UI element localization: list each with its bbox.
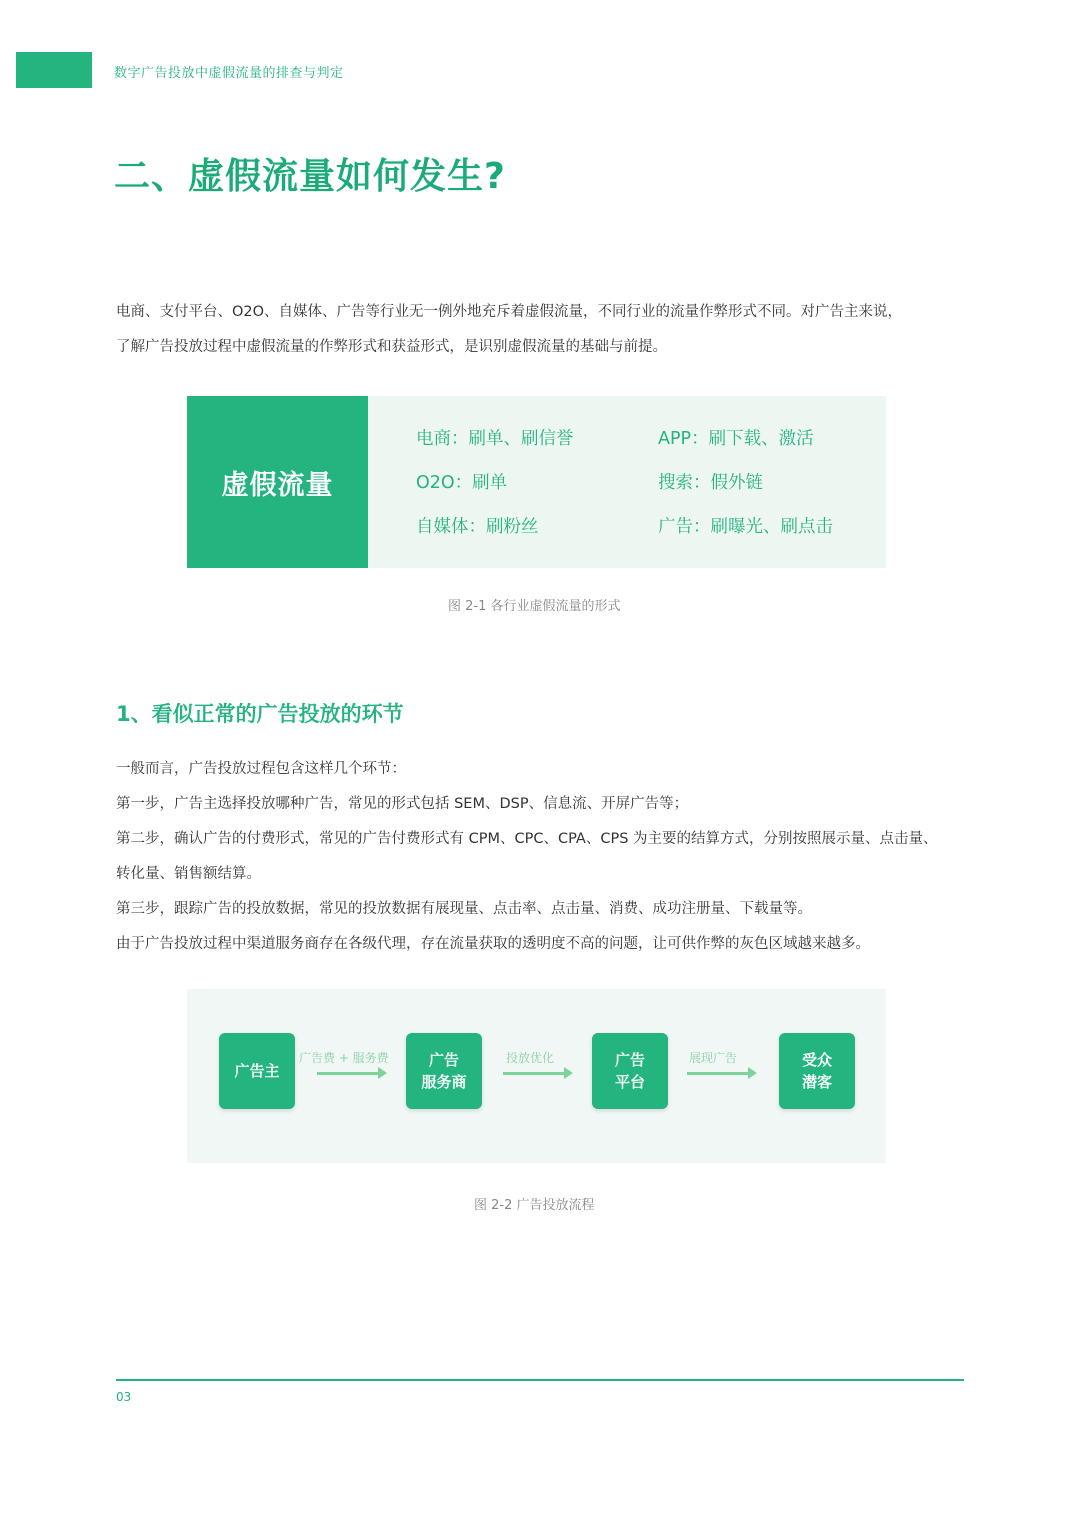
industry-form-item: APP：刷下载、激活 — [658, 429, 814, 449]
flow-node-service-provider — [406, 1033, 482, 1109]
intro-line: 电商、支付平台、O2O、自媒体、广告等行业无一例外地充斥着虚假流量，不同行业的流量作弊形式不同。对广告主来说， — [116, 304, 903, 320]
body-line: 由于广告投放过程中渠道服务商存在各级代理，存在流量获取的透明度不高的问题，让可供作弊的灰色区域越来越多。 — [116, 936, 870, 952]
node-label: 服务商 — [421, 1073, 467, 1091]
arrow-label: 投放优化 — [506, 1051, 555, 1065]
running-header: 数字广告投放中虚假流量的排查与判定 — [114, 66, 344, 81]
industry-form-item: O2O：刷单 — [416, 473, 508, 493]
body-line: 第三步，跟踪广告的投放数据，常见的投放数据有展现量、点击率、点击量、消费、成功注册量、下载量等。 — [116, 901, 812, 917]
node-label: 受众 — [801, 1051, 832, 1069]
figure-ad-delivery-flow — [187, 989, 886, 1163]
body-line: 第二步，确认广告的付费形式，常见的广告付费形式有 CPM、CPC、CPA、CPS 为主要的结算方式，分别按照展示量、点击量、 — [116, 831, 938, 847]
subsection-body — [116, 752, 976, 962]
flow-arrow — [503, 1072, 565, 1075]
node-label: 平台 — [614, 1073, 645, 1091]
industry-form-item: 广告：刷曝光、刷点击 — [658, 517, 833, 537]
section-title: 二、虚假流量如何发生? — [114, 156, 506, 197]
flow-arrow — [317, 1072, 379, 1075]
figure-2-caption: 图 2-2 广告投放流程 — [474, 1198, 595, 1213]
flow-node-advertiser — [219, 1033, 295, 1109]
body-line: 一般而言，广告投放过程包含这样几个环节： — [116, 761, 406, 777]
header-accent-block — [16, 52, 92, 88]
figure-1-caption: 图 2-1 各行业虚假流量的形式 — [448, 599, 621, 614]
footer-divider — [116, 1379, 964, 1381]
body-line: 第一步，广告主选择投放哪种广告，常见的形式包括 SEM、DSP、信息流、开屏广告等； — [116, 796, 689, 812]
intro-line: 了解广告投放过程中虚假流量的作弊形式和获益形式，是识别虚假流量的基础与前提。 — [116, 339, 667, 355]
industry-form-item: 电商：刷单、刷信誉 — [416, 429, 574, 449]
flow-node-ad-platform — [592, 1033, 668, 1109]
body-line: 转化量、销售额结算。 — [116, 866, 261, 882]
arrow-label: 展现广告 — [689, 1051, 738, 1065]
subsection-title: 1、看似正常的广告投放的环节 — [116, 702, 404, 726]
industry-forms-grid — [416, 426, 876, 540]
figure-fake-traffic-forms — [187, 396, 886, 568]
arrow-label: 广告费 + 服务费 — [299, 1051, 389, 1065]
intro-paragraph — [116, 295, 976, 365]
node-label: 广告 — [614, 1051, 645, 1069]
industry-form-item: 搜索：假外链 — [658, 473, 763, 493]
node-label: 广告 — [428, 1051, 459, 1069]
industry-form-item: 自媒体：刷粉丝 — [416, 517, 539, 537]
flow-arrow — [687, 1072, 749, 1075]
node-label: 广告主 — [234, 1062, 280, 1080]
page-number: 03 — [116, 1390, 132, 1404]
fake-traffic-label: 虚假流量 — [187, 396, 368, 568]
flow-node-audience — [779, 1033, 855, 1109]
node-label: 潜客 — [801, 1073, 832, 1091]
